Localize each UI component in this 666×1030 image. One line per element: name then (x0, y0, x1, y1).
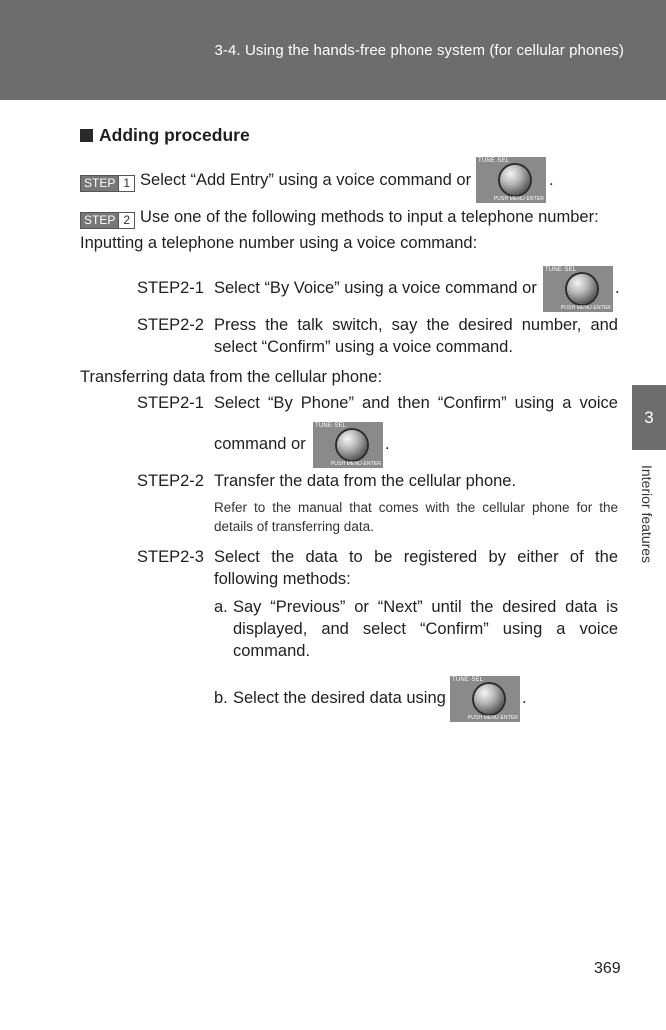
phone-step2-1-text2: command or (214, 435, 306, 453)
knob-bottom-label: PUSH MENU·ENTER (560, 305, 611, 311)
voice-step2-1-end: . (615, 279, 620, 297)
phone-step2-3-number: STEP2-3 (137, 548, 204, 566)
knob-top-label: TUNE·SEL (315, 423, 347, 429)
step-badge-label: STEP (81, 176, 118, 191)
knob-dial-icon (337, 430, 367, 460)
phone-step2-3-text: Select the data to be registered by either of the following methods: (214, 548, 618, 588)
knob-top-label: TUNE·SEL (545, 267, 577, 273)
header-title: 3-4. Using the hands-free phone system (for cellular phones) (214, 42, 624, 59)
step-badge-number: 2 (118, 213, 134, 228)
method-b-end: . (522, 689, 527, 707)
voice-step2-1-number: STEP2-1 (137, 279, 204, 297)
phone-step2-1-number: STEP2-1 (137, 394, 204, 412)
chapter-tab: 3 (632, 385, 666, 450)
step1-text: Select “Add Entry” using a voice command or (140, 171, 472, 189)
square-bullet-icon (80, 129, 93, 142)
step2-badge (80, 212, 135, 229)
voice-step2-2-text: Press the talk switch, say the desired number, and select “Confirm” using a voice command. (214, 316, 618, 356)
page-header (0, 0, 666, 100)
knob-bottom-label: PUSH MENU·ENTER (467, 715, 518, 721)
step-badge-number: 1 (118, 176, 134, 191)
tune-sel-knob-icon (313, 422, 383, 468)
phone-step2-2-text: Transfer the data from the cellular phone. (214, 472, 517, 490)
knob-top-label: TUNE·SEL (452, 677, 484, 683)
step1-line (80, 171, 471, 192)
knob-bottom-label: PUSH MENU·ENTER (330, 461, 381, 467)
step1-badge (80, 175, 135, 192)
phone-method-heading: Transferring data from the cellular phone: (80, 368, 383, 386)
tune-sel-knob-icon (450, 676, 520, 722)
voice-step2-2-number: STEP2-2 (137, 316, 204, 334)
knob-dial-icon (500, 165, 530, 195)
phone-step2-2-number: STEP2-2 (137, 472, 204, 490)
knob-dial-icon (474, 684, 504, 714)
method-a-label: a. (214, 598, 228, 616)
section-title (80, 125, 250, 146)
step1-end: . (549, 171, 554, 189)
step2-line (80, 208, 599, 229)
page-number: 369 (594, 960, 621, 977)
section-title-text: Adding procedure (99, 125, 250, 145)
chapter-label: Interior features (639, 465, 655, 564)
voice-step2-1-text: Select “By Voice” using a voice command or (214, 279, 537, 297)
voice-method-heading: Inputting a telephone number using a voice command: (80, 234, 478, 252)
step-badge-label: STEP (81, 213, 118, 228)
knob-dial-icon (567, 274, 597, 304)
tune-sel-knob-icon (543, 266, 613, 312)
step2-text: Use one of the following methods to input a telephone number: (140, 208, 599, 226)
phone-step2-1-text: Select “By Phone” and then “Confirm” using a voice (214, 394, 618, 412)
knob-top-label: TUNE·SEL (478, 158, 510, 164)
phone-step2-2-note: Refer to the manual that comes with the cellular phone for the details of transferring data. (214, 500, 618, 534)
knob-bottom-label: PUSH MENU·ENTER (493, 196, 544, 202)
method-b-label: b. (214, 689, 228, 707)
tune-sel-knob-icon (476, 157, 546, 203)
method-b-text: Select the desired data using (233, 689, 446, 707)
method-a-text: Say “Previous” or “Next” until the desired data is displayed, and select “Confirm” using a voice command. (233, 598, 618, 660)
phone-step2-1-end: . (385, 435, 390, 453)
